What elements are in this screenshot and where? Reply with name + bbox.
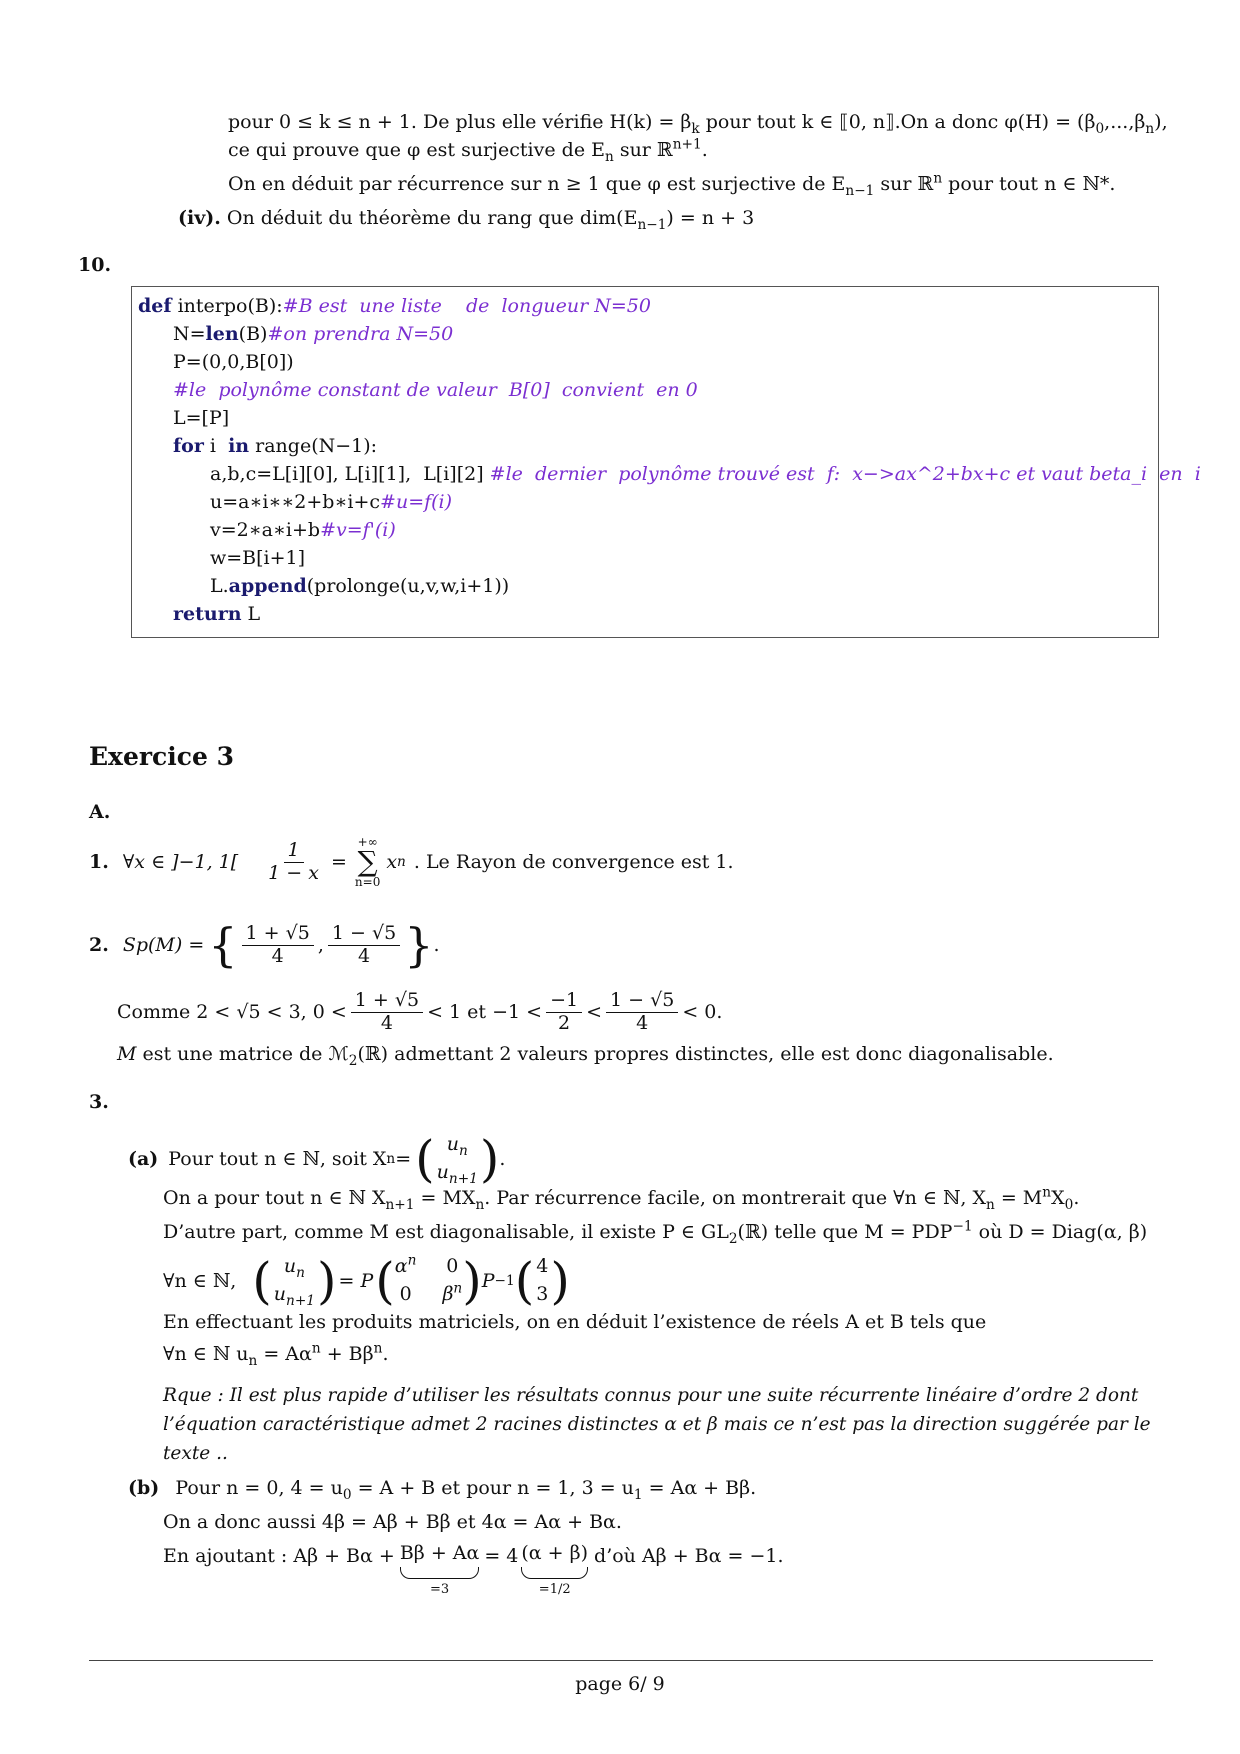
remark-line-1: Rque : Il est plus rapide d’utiliser les résultats connus pour une suite récurrente linéaire d’ordre 2 dont [163, 1385, 1139, 1406]
q3a-line-3: D’autre part, comme M est diagonalisable, il existe P ∈ $GL_2(ℝ)$ telle que $M = PDP^{-1}$ où D = Diag(α, β) [163, 1218, 1148, 1247]
q3b-line-3: En ajoutant : Aβ + Bα + Bβ + Aα =3 = 4 (α + β) =1/2 d’où Aβ + Bα = −1. [163, 1542, 784, 1597]
question-1: 1. ∀x ∈ ]−1, 1[ $\frac{1}{1 - x}$ = +∞ ∑ n=0 x n . Le Rayon de convergence est 1. [89, 835, 734, 889]
page-number: page 6/ 9 [575, 1673, 665, 1695]
remark-line-2: l’équation caractéristique admet 2 racines distinctes α et β mais ce n’est pas la direction suggérée par le [163, 1414, 1151, 1435]
sum-symbol: +∞ ∑ n=0 [354, 835, 381, 889]
code-line-3: P=(0,0,B[0]) [173, 351, 294, 373]
underbrace-2-mark [521, 1567, 588, 1579]
question-2-label: 2. [89, 933, 109, 956]
q3a-label: (a) [128, 1147, 159, 1170]
q3a-matrix-equation: ∀n ∈ ℕ, ( $u_n$ $u_{n+1}$ ) = P ( $\alpha^n$ 0 0 $\beta^n$ ) P −1 ( 4 3 ) [163, 1252, 570, 1310]
code-line-5: L=[P] [173, 407, 230, 429]
code-line-2: N=len(B)#on prendra N=50 [173, 323, 454, 345]
q3a-line-1: (a) Pour tout n ∈ ℕ, soit X n = ( $u_n$ $u_{n+1}$ ) . [128, 1130, 506, 1188]
code-line-4: #le polynôme constant de valeur B[0] convient en 0 [173, 379, 698, 401]
proof-line-2: ce qui prouve que φ est surjective de $E_n$ sur ℝ$^{n+1}$. [228, 136, 708, 165]
code-line-7: a,b,c=L[i][0], L[i][1], L[i][2] #le dernier polynôme trouvé est f: x−>ax^2+bx+c et vaut beta_i en i [210, 463, 1201, 485]
code-line-12: return L [173, 603, 261, 625]
q3a-line-2: On a pour tout n ∈ ℕ $X_{n+1} = MX_n$. Par récurrence facile, on montrerait que ∀n ∈ ℕ, $X_n = M^nX_0$. [163, 1184, 1080, 1213]
code-line-1: def interpo(B):#B est une liste de longueur N=50 [138, 295, 651, 317]
code-line-8: u=a∗i∗∗2+b∗i+c#u=f(i) [210, 491, 453, 513]
code-line-6: for i in range(N−1): [173, 435, 378, 457]
footer-rule [89, 1660, 1153, 1661]
underbrace-1-mark [400, 1567, 480, 1579]
comparison-line: Comme 2 < √5 < 3, 0 < $\frac{1 + √5}{4}$ < 1 et −1 < $\frac{-1}{2}$ < $\frac{1 - √5}{4}$ < 0. [117, 988, 723, 1034]
question-3-label: 3. [89, 1091, 109, 1113]
code-line-9: v=2∗a∗i+b#v=f'(i) [210, 519, 396, 541]
part-a-label: A. [89, 801, 111, 823]
q3b-line-2: On a donc aussi 4β = Aβ + Bβ et 4α = Aα + Bα. [163, 1511, 622, 1533]
q3a-line-6: ∀n ∈ ℕ $u_n = A\alpha^n + B\beta^n$. [163, 1340, 389, 1369]
diagonal-matrix: $\alpha^n$ 0 0 $\beta^n$ [394, 1253, 463, 1305]
diagonalisable-line: M est une matrice de ℳ$_2$(ℝ) admettant 2 valeurs propres distinctes, elle est donc diagonalisable. [117, 1043, 1054, 1069]
item-iv-label: (iv). [178, 207, 221, 229]
vector-un: $u_n$ $u_{n+1}$ [436, 1133, 478, 1187]
question-1-label: 1. [89, 850, 109, 873]
q3a-line-5: En effectuant les produits matriciels, on en déduit l’existence de réels A et B tels que [163, 1311, 987, 1333]
question-10-label: 10. [78, 254, 112, 276]
proof-line-1: pour 0 ≤ k ≤ n + 1. De plus elle vérifie $H(k) = \beta_k$ pour tout k ∈ ⟦0, n⟧.On a donc $\varphi(H) = (\beta_0,...,\beta_n)$, [228, 111, 1168, 137]
underbrace-2: (α + β) =1/2 [521, 1542, 589, 1597]
q3b-line-1: (b) Pour n = 0, $4 = u_0 = A + B$ et pour n = 1, $3 = u_1 = A\alpha + B\beta$. [128, 1477, 757, 1503]
fraction-1-over-1-minus-x: $\frac{1}{1 - x}$ [268, 838, 319, 884]
code-listing [131, 286, 1201, 638]
exercise-title: Exercice 3 [89, 742, 234, 771]
vector-x0: 4 3 [536, 1255, 549, 1305]
question-2: 2. Sp(M) = { $\frac{1 + √5}{4}$ , $\frac{1 - √5}{4}$ } . [89, 918, 440, 972]
item-iv: (iv). On déduit du théorème du rang que $dim(E_{n-1}) = n + 3$ [178, 207, 755, 233]
remark-line-3: texte .. [163, 1443, 228, 1464]
proof-line-3: On en déduit par récurrence sur n ≥ 1 que φ est surjective de $E_{n-1}$ sur ℝ$^n$ pour tout n ∈ ℕ*. [228, 170, 1116, 199]
q3b-label: (b) [128, 1477, 160, 1499]
underbrace-1: Bβ + Aα =3 [399, 1542, 480, 1597]
eigenvalue-1: $\frac{1 + √5}{4}$ [242, 923, 314, 968]
eigenvalue-2: $\frac{1 - √5}{4}$ [328, 923, 400, 968]
code-line-10: w=B[i+1] [210, 547, 306, 569]
code-line-11: L.append(prolonge(u,v,w,i+1)) [210, 575, 510, 597]
